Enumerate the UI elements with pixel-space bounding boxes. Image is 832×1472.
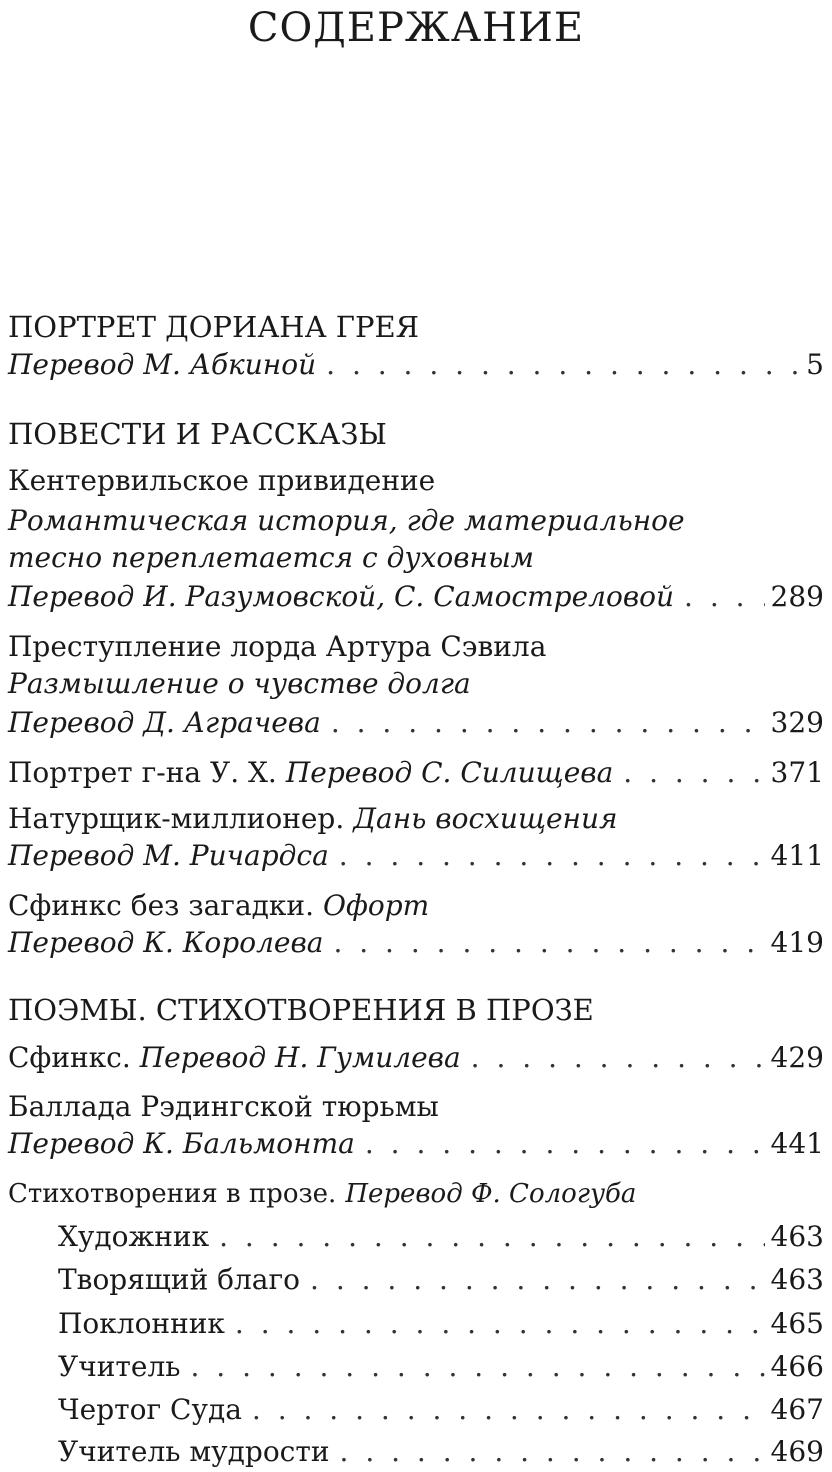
toc-entry-mr-wh[interactable]	[8, 753, 824, 793]
entry-title-line	[8, 886, 824, 926]
subentry-title: Художник	[58, 1220, 210, 1253]
leader-dots	[623, 753, 764, 793]
entry-subtitle-line	[8, 501, 824, 541]
entry-title: Баллада Рэдингской тюрьмы	[8, 1090, 439, 1123]
toc-entry-sphinx[interactable]	[8, 1038, 824, 1078]
leader-dots	[252, 1390, 765, 1430]
toc-entry-model-millionaire[interactable]	[8, 836, 824, 876]
page-number: 371	[770, 756, 824, 789]
page-number: 441	[770, 1127, 824, 1160]
subentry-title: Учитель	[58, 1350, 181, 1383]
toc-subentry[interactable]	[58, 1304, 824, 1344]
page-number: 419	[770, 926, 824, 959]
leader-dots	[339, 836, 765, 876]
toc-subentry[interactable]	[58, 1432, 824, 1472]
entry-subtitle: Офорт	[322, 889, 430, 922]
leader-dots	[326, 345, 800, 385]
section-heading-dorian-gray: ПОРТРЕТ ДОРИАНА ГРЕЯ	[8, 310, 420, 344]
entry-title: Преступление лорда Артура Сэвила	[8, 630, 547, 663]
subentry-title: Поклонник	[58, 1307, 225, 1340]
toc-subentry[interactable]	[58, 1260, 824, 1300]
toc-entry-canterville[interactable]	[8, 577, 824, 617]
entry-translator: Перевод И. Разумовской, С. Самостреловой	[8, 580, 675, 613]
page-number: 469	[770, 1435, 824, 1468]
page-number: 467	[770, 1393, 824, 1426]
entry-title: Портрет г-на У. Х.	[8, 756, 277, 789]
entry-translator: Перевод К. Бальмонта	[8, 1127, 355, 1160]
entry-title-line	[8, 1087, 824, 1127]
leader-dots	[684, 577, 765, 617]
entry-translator: Перевод К. Королева	[8, 926, 324, 959]
section-heading-stories: ПОВЕСТИ И РАССКАЗЫ	[8, 417, 387, 451]
entry-title-line	[8, 461, 824, 501]
subentry-title: Творящий благо	[58, 1263, 301, 1296]
entry-subtitle: Дань восхищения	[353, 802, 618, 835]
page-number: 463	[770, 1263, 824, 1296]
entry-title: Сфинкс без загадки.	[8, 889, 314, 922]
entry-translator: Перевод М. Абкиной	[8, 348, 317, 381]
entry-title: Кентервильское привидение	[8, 464, 436, 497]
page-number: 5	[806, 348, 824, 381]
page-number: 411	[770, 839, 824, 872]
page-number: 329	[770, 706, 824, 739]
toc-entry-sphinx-without-secret[interactable]	[8, 923, 824, 963]
entry-title: Натурщик-миллионер.	[8, 802, 345, 835]
leader-dots	[471, 1038, 765, 1078]
leader-dots	[331, 703, 765, 743]
leader-dots	[219, 1217, 764, 1257]
page-number: 429	[770, 1041, 824, 1074]
entry-subtitle: Размышление о чувстве долга	[8, 667, 471, 700]
entry-title-line	[8, 1174, 824, 1214]
section-heading-poems: ПОЭМЫ. СТИХОТВОРЕНИЯ В ПРОЗЕ	[8, 993, 594, 1027]
subentry-title: Учитель мудрости	[58, 1435, 330, 1468]
leader-dots	[340, 1432, 765, 1472]
entry-translator: Перевод Ф. Сологуба	[345, 1179, 637, 1209]
leader-dots	[333, 923, 764, 963]
toc-subentry[interactable]	[58, 1217, 824, 1257]
entry-translator: Перевод Д. Аграчева	[8, 706, 321, 739]
leader-dots	[365, 1124, 765, 1164]
entry-translator: Перевод Н. Гумилева	[139, 1041, 461, 1074]
entry-title: Сфинкс.	[8, 1041, 131, 1074]
page-number: 465	[770, 1307, 824, 1340]
entry-subtitle-line	[8, 538, 824, 578]
subentry-title: Чертог Суда	[58, 1393, 242, 1426]
leader-dots	[191, 1347, 765, 1387]
entry-title: Стихотворения в прозе.	[8, 1179, 337, 1209]
page-title: СОДЕРЖАНИЕ	[247, 5, 585, 51]
entry-title-line	[8, 799, 824, 839]
page-number: 466	[770, 1350, 824, 1383]
toc-entry-reading-gaol[interactable]	[8, 1124, 824, 1164]
entry-subtitle: тесно переплетается с духовным	[8, 541, 534, 574]
leader-dots	[310, 1260, 765, 1300]
entry-translator: Перевод С. Силищева	[285, 756, 614, 789]
page-number: 289	[770, 580, 824, 613]
leader-dots	[235, 1304, 765, 1344]
entry-translator: Перевод М. Ричардса	[8, 839, 329, 872]
entry-subtitle: Романтическая история, где материальное	[8, 504, 685, 537]
toc-subentry[interactable]	[58, 1347, 824, 1387]
entry-subtitle-line	[8, 664, 824, 704]
toc-subentry[interactable]	[58, 1390, 824, 1430]
page-number: 463	[770, 1220, 824, 1253]
toc-entry-arthur-savile[interactable]	[8, 703, 824, 743]
entry-title-line	[8, 627, 824, 667]
toc-entry-dorian-gray[interactable]	[8, 345, 824, 385]
